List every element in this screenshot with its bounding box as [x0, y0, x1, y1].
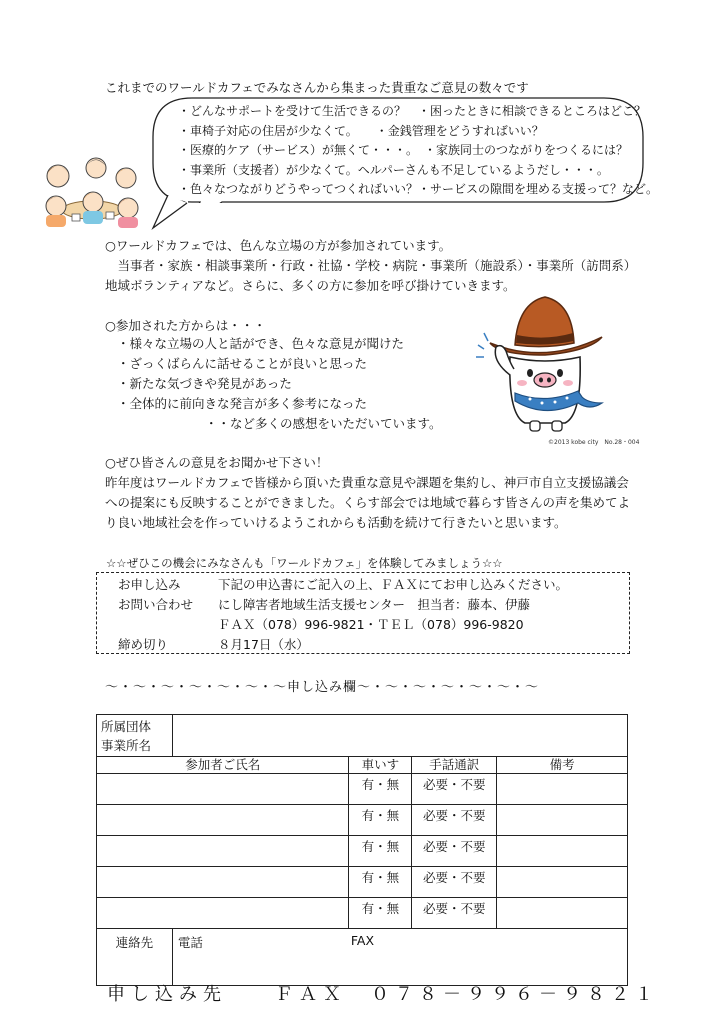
participant-name-field[interactable] [97, 898, 349, 929]
opinion-line: 昨年度はワールドカフェで皆様から頂いた貴重な意見や課題を集約し、神戸市自立支援協議会 [105, 475, 629, 490]
org-label-line-2: 事業所名 [101, 738, 152, 753]
table-row [97, 805, 628, 836]
feedback-item: ・ざっくばらんに話せることが良いと思った [117, 356, 368, 371]
org-label-line-1: 所属団体 [101, 719, 152, 734]
interpreter-option[interactable]: 必要・不要 [412, 805, 497, 836]
bubble-line: ・医療的ケア（サービス）が無くて・・・。 ・家族同士のつながりをつくるには？ [178, 143, 629, 158]
interpreter-option[interactable]: 必要・不要 [412, 867, 497, 898]
opinion-line: り良い地域社会を作っていけるようこれからも活動を続けて行きたいと思います。 [105, 515, 567, 530]
bubble-text [178, 102, 659, 200]
form-divider: ～・～・～・～・～・～・～申し込み欄～・～・～・～・～・～・～ [105, 680, 540, 695]
col-header-interpreter: 手話通訳 [412, 757, 497, 774]
col-header-name: 参加者ご氏名 [97, 757, 349, 774]
apply-label: お申し込み [118, 577, 181, 592]
participants-line: ○ワールドカフェでは、色んな立場の方が参加されています。 [105, 238, 452, 253]
feedback-list [117, 334, 404, 414]
interpreter-option[interactable]: 必要・不要 [412, 898, 497, 929]
invitation-line: ☆☆ぜひこの機会にみなさんも「ワールドカフェ」を体験してみましょう☆☆ [106, 556, 503, 570]
table-row [97, 867, 628, 898]
wheelchair-option[interactable]: 有・無 [349, 898, 412, 929]
contact-field[interactable] [172, 929, 627, 986]
bubble-line: ・事業所（支援者）が少なくて。ヘルパーさんも不足しているようだし・・・。 [178, 162, 609, 177]
interpreter-option[interactable]: 必要・不要 [412, 836, 497, 867]
participant-name-field[interactable] [97, 867, 349, 898]
wheelchair-option[interactable]: 有・無 [349, 805, 412, 836]
speech-bubble-tail [150, 195, 190, 230]
application-form-table [96, 714, 628, 986]
feedback-item: ・全体的に前向きな発言が多く参考になった [117, 396, 368, 411]
feedback-item: ・様々な立場の人と話ができ、色々な意見が聞けた [117, 336, 405, 351]
opinion-line: への提案にも反映することができました。くらす部会では地域で暮らす皆さんの声を集めてよ [105, 495, 631, 510]
feedback-item: ・新たな気づきや発見があった [117, 376, 292, 391]
remarks-field[interactable] [497, 867, 628, 898]
participant-name-field[interactable] [97, 774, 349, 805]
contact-numbers: ＦＡＸ（078）996-9821・ＴＥＬ（078）996-9820 [218, 617, 524, 632]
feedback-heading: ○参加された方からは・・・ [105, 318, 266, 333]
inquiry-text: にし障害者地域生活支援センター 担当者：藤本、伊藤 [218, 597, 531, 612]
col-header-wheelchair: 車いす [349, 757, 412, 774]
mascot-copyright: ©2013 kobe city No.28・004 [548, 439, 640, 446]
deadline-text: ８月17日（水） [218, 637, 309, 652]
table-row [97, 898, 628, 929]
feedback-closing: ・・など多くの感想をいただいています。 [205, 416, 442, 431]
fax-label: FAX [350, 933, 375, 948]
remarks-field[interactable] [497, 898, 628, 929]
interpreter-option[interactable]: 必要・不要 [412, 774, 497, 805]
participants-line: 地域ボランティアなど。さらに、多くの方に参加を呼び掛けていきます。 [105, 278, 516, 293]
intro-heading: これまでのワールドカフェでみなさんから集まった貴重なご意見の数々です [105, 80, 529, 95]
participant-name-field[interactable] [97, 836, 349, 867]
opinion-line: ○ぜひ皆さんの意見をお聞かせ下さい！ [105, 455, 329, 470]
table-row [97, 836, 628, 867]
deadline-label: 締め切り [118, 637, 169, 652]
wheelchair-option[interactable]: 有・無 [349, 774, 412, 805]
remarks-field[interactable] [497, 805, 628, 836]
participants-line: 当事者・家族・相談事業所・行政・社協・学校・病院・事業所（施設系）・事業所（訪問系） [105, 258, 637, 273]
remarks-field[interactable] [497, 774, 628, 805]
inquiry-label: お問い合わせ [118, 597, 194, 612]
bubble-line: ・色々なつながりどうやってつくればいい？・サービスの隙間を埋める支援って？など。 [178, 182, 659, 197]
participant-name-field[interactable] [97, 805, 349, 836]
application-info-box [96, 572, 630, 654]
footer-fax-destination: 申し込み先 ＦＡＸ ０７８－９９６－９８２１ [107, 984, 659, 1005]
wheelchair-option[interactable]: 有・無 [349, 836, 412, 867]
bubble-line: ・車椅子対応の住居が少なくて。 ・金銭管理をどうすればいい？ [178, 123, 544, 138]
col-header-remarks: 備考 [497, 757, 628, 774]
bubble-line: ・どんなサポートを受けて生活できるの？ ・困ったときに相談できるところはどこ？ [178, 104, 647, 118]
apply-text: 下記の申込書にご記入の上、ＦＡＸにてお申し込みください。 [218, 577, 569, 592]
cowboy-pig-mascot-illustration [470, 285, 620, 435]
remarks-field[interactable] [497, 836, 628, 867]
wheelchair-option[interactable]: 有・無 [349, 867, 412, 898]
org-label-cell [97, 715, 173, 757]
org-name-field[interactable] [172, 715, 627, 757]
contact-label: 連絡先 [97, 929, 173, 986]
table-row [97, 774, 628, 805]
phone-label: 電話 [177, 935, 203, 950]
people-group-illustration [36, 150, 148, 230]
opinion-paragraph [105, 453, 630, 533]
